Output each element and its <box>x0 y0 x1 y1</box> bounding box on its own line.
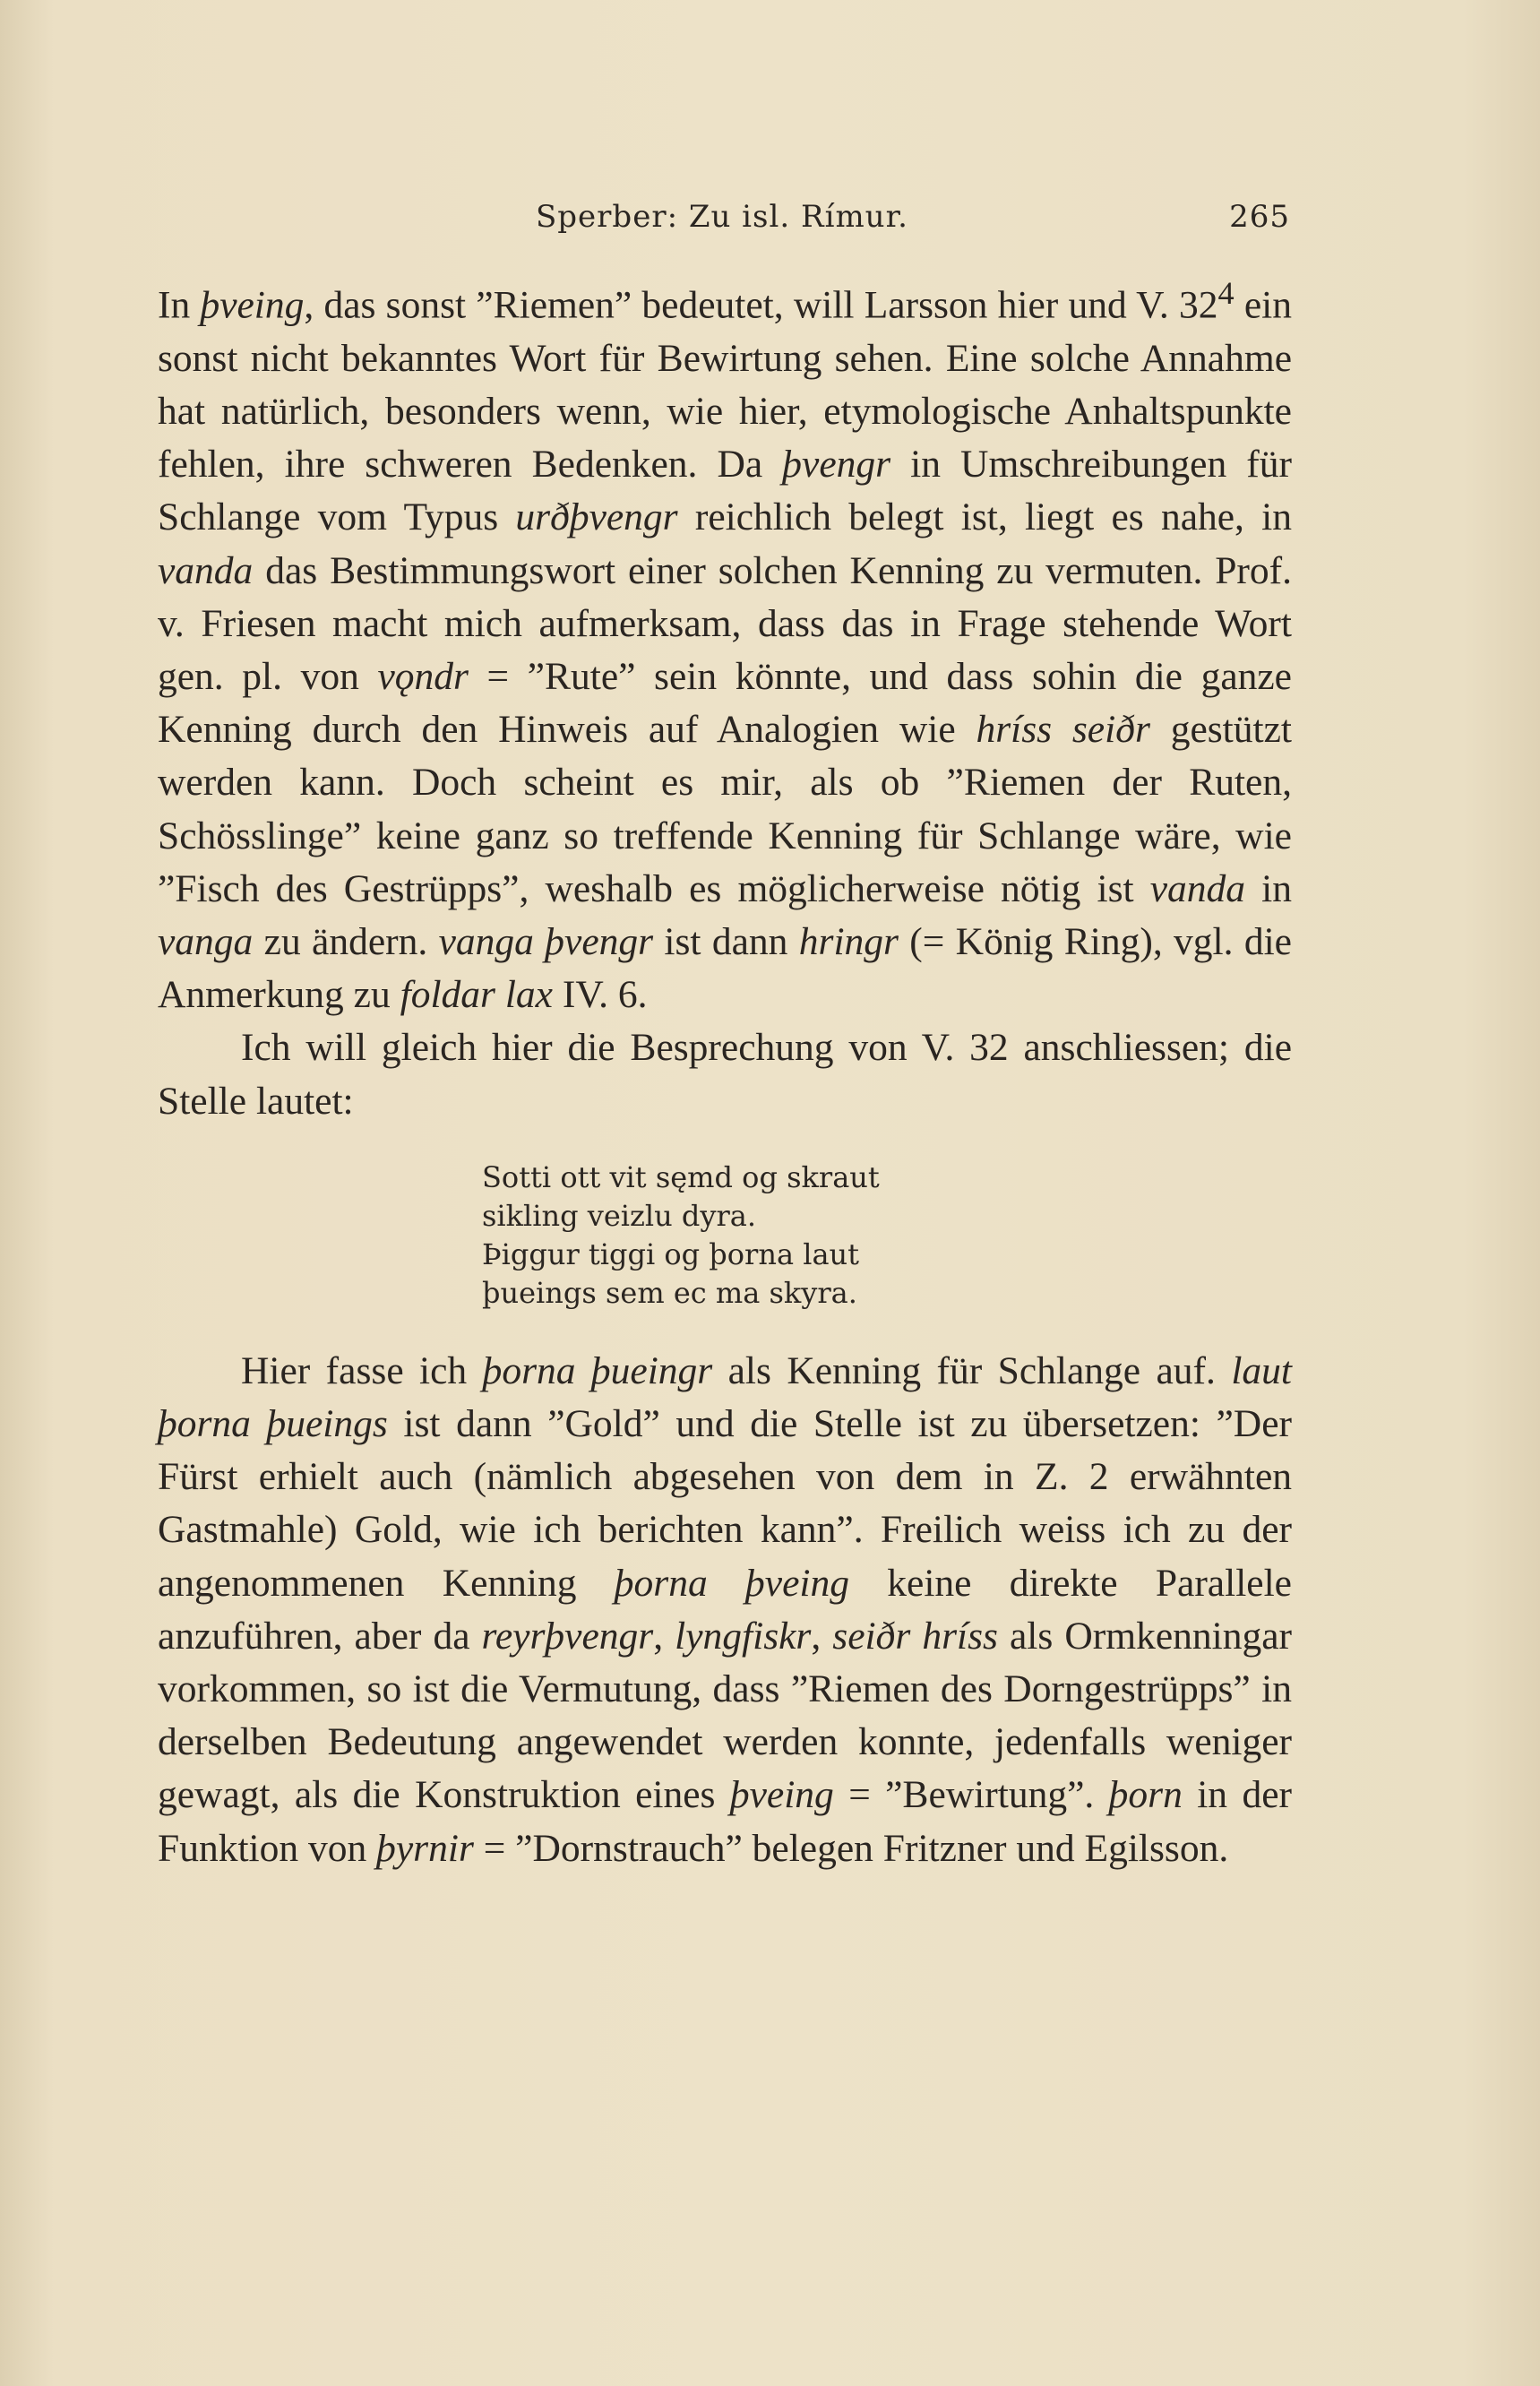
term-italic: vanda <box>158 548 254 592</box>
superscript: 4 <box>1217 275 1235 311</box>
term-italic: hringr <box>798 919 899 963</box>
term-italic: vanga þvengr <box>438 919 654 963</box>
running-title: Sperber: Zu isl. Rímur. <box>536 199 908 235</box>
text-run: Hier fasse ich <box>241 1348 483 1392</box>
term-italic: hríss seiðr <box>976 708 1150 752</box>
paragraph-3 <box>158 1345 1292 1875</box>
term-italic: þorna þveing <box>614 1561 849 1605</box>
term-italic: þorna þueingr <box>482 1348 713 1392</box>
verse-quote <box>482 1159 1292 1313</box>
paragraph-2: Ich will gleich hier die Besprechung von V. 32 anschliessen; die Stelle lautet: <box>158 1026 1292 1123</box>
paragraph-1 <box>158 267 1292 1021</box>
text-run: gestützt werden kann. Doch scheint es mir, als ob ”Riemen der Ruten, Schösslinge” keine ganz so treffende Kenning für Schlange wäre, wie ”Fisch des Gestrüpps”, weshalb es möglicherweise nötig ist <box>158 708 1292 910</box>
text-run: in der Funktion von <box>158 1773 1292 1870</box>
text-run: als Kenning für Schlange auf. <box>712 1348 1232 1392</box>
term-italic: foldar lax <box>400 973 553 1017</box>
text-run: ein sonst nicht bekanntes Wort für Bewirtung sehen. Eine solche Annahme hat natürlich, besonders wenn, wie hier, etymologische Anhaltspunkte fehlen, ihre schweren Bedenken. Da <box>158 283 1292 487</box>
term-italic: þveing <box>200 283 305 327</box>
text-run: ist dann <box>653 919 799 963</box>
term-italic: reyrþvengr <box>481 1614 654 1658</box>
text-run: = ”Bewirtung”. <box>833 1773 1109 1817</box>
term-italic: seiðr hríss <box>832 1614 998 1658</box>
term-italic: laut þorna þueings <box>158 1348 1292 1445</box>
text-run: = ”Dornstrauch” belegen Fritzner und Egilsson. <box>473 1826 1229 1870</box>
term-italic: vǫndr <box>377 654 469 698</box>
term-italic: þyrnir <box>376 1826 474 1870</box>
text-run: In <box>158 283 201 327</box>
term-italic: vanga <box>158 919 254 963</box>
text-run: ist dann ”Gold” und die Stelle ist zu übersetzen: ”Der Fürst erhielt auch (nämlich abgesehen von dem in Z. 2 erwähnten Gastmahle) Gold, wie ich berichten kann”. Freilich weiss ich zu der angenommenen Kenning <box>158 1401 1293 1605</box>
verse-line: þueings sem ec ma skyra. <box>482 1275 857 1310</box>
text-run: , <box>811 1614 833 1658</box>
term-italic: þveing <box>729 1773 834 1817</box>
page-number: 265 <box>1229 199 1290 235</box>
text-run: , das sonst ”Riemen” bedeutet, will Larsson hier und V. 32 <box>304 283 1218 327</box>
text-run: (= König Ring), vgl. die Anmerkung zu <box>158 919 1292 1017</box>
term-italic: lyngfiskr <box>675 1614 812 1658</box>
text-run: das Bestimmungswort einer solchen Kenning zu vermuten. Prof. v. Friesen macht mich aufmerksam, dass das in Frage stehende Wort gen. pl. von <box>158 548 1292 698</box>
term-italic: vanda <box>1149 866 1246 910</box>
text-run: in Umschreibungen für Schlange vom Typus <box>158 443 1292 539</box>
body-text <box>158 267 1292 1875</box>
text-run: zu ändern. <box>253 919 439 963</box>
text-run: reichlich belegt ist, liegt es nahe, in <box>677 495 1292 539</box>
text-run: keine direkte Parallele anzuführen, aber da <box>158 1561 1292 1658</box>
text-run: , <box>653 1614 675 1658</box>
text-run: = ”Rute” sein könnte, und dass sohin die ganze Kenning durch den Hinweis auf Analogien wie <box>158 654 1292 752</box>
text-run: in <box>1245 866 1292 910</box>
text-run: als Ormkenningar vorkommen, so ist die Vermutung, dass ”Riemen des Dorngestrüpps” in derselben Bedeutung angewendet werden konnte, jedenfalls weniger gewagt, als die Konstruktion eines <box>158 1614 1293 1817</box>
verse-line: sikling veizlu dyra. <box>482 1198 757 1233</box>
term-italic: þorn <box>1108 1773 1183 1817</box>
verse-line: Þiggur tiggi og þorna laut <box>482 1236 859 1271</box>
verse-line: Sotti ott vit sęmd og skraut <box>482 1159 880 1194</box>
text-run: IV. 6. <box>552 973 648 1017</box>
term-italic: þvengr <box>782 443 891 487</box>
term-italic: urðþvengr <box>515 495 678 539</box>
